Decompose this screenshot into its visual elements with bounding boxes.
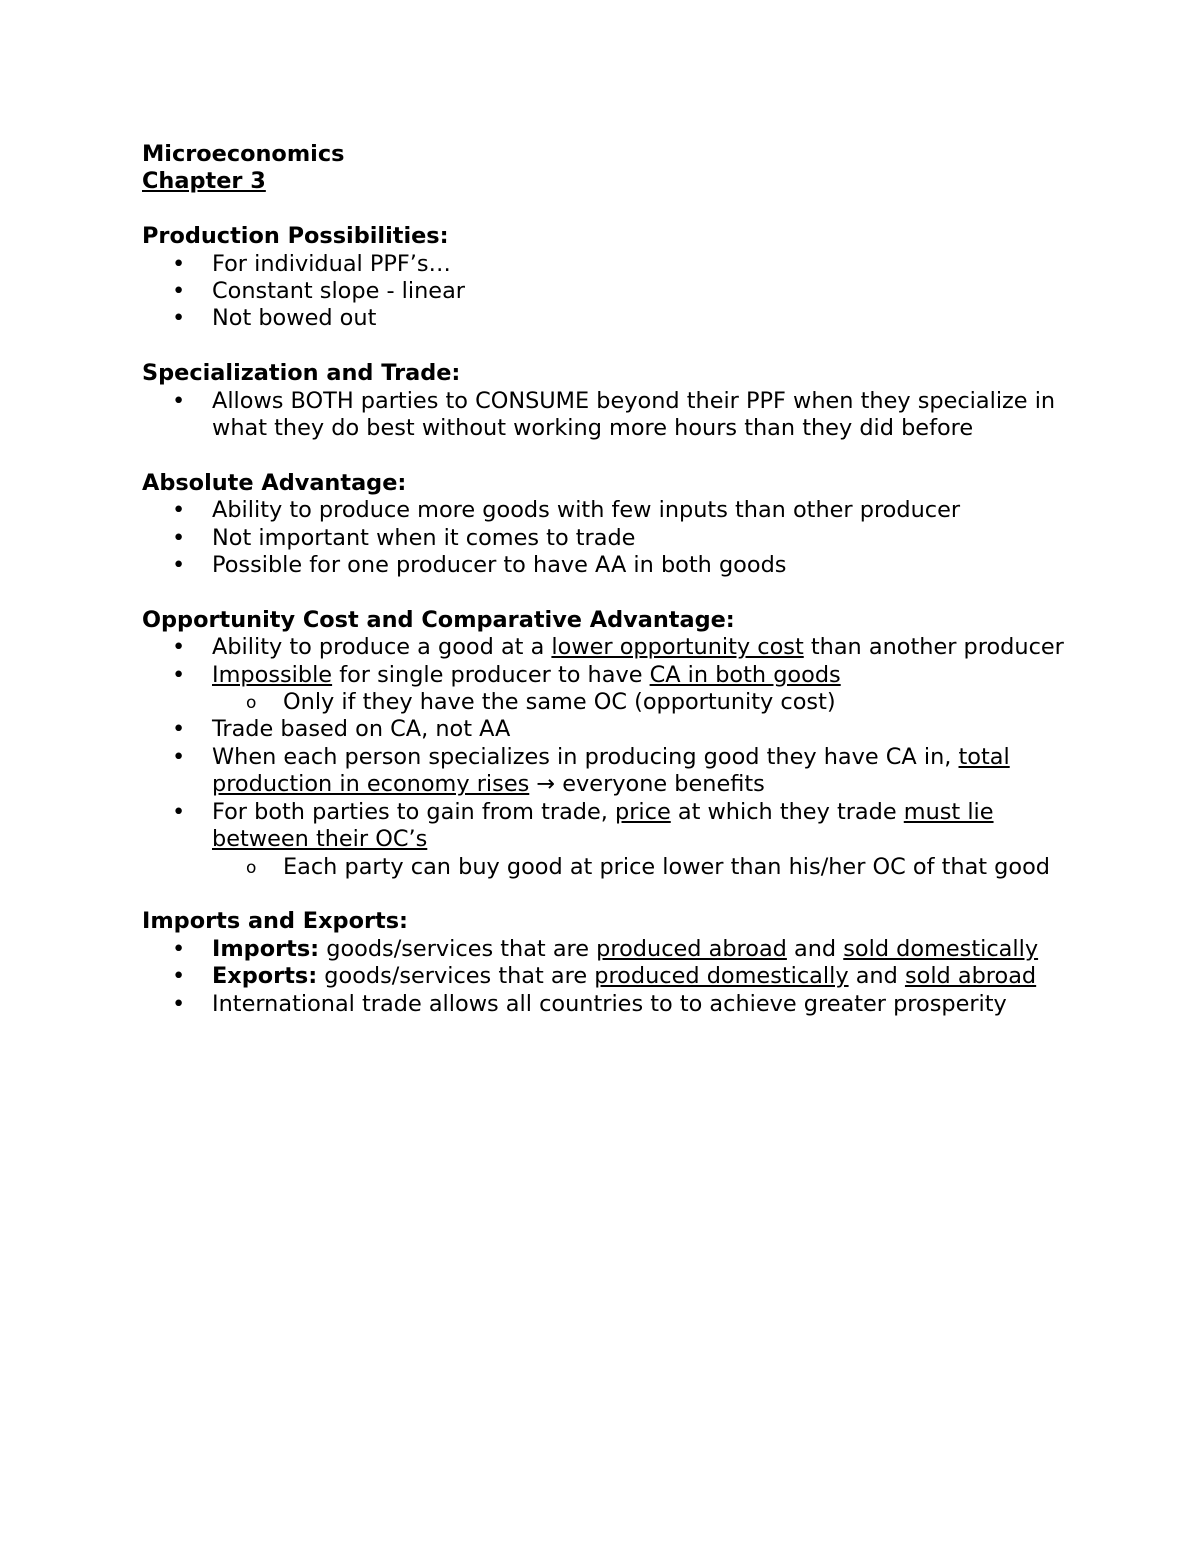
list-item: • Exports: goods/services that are produced domestically and sold abroad — [142, 963, 1072, 990]
list-item: • Not important when it comes to trade — [142, 525, 1072, 552]
section-heading-production-possibilities: Production Possibilities: — [142, 223, 449, 250]
section-heading-absolute-advantage: Absolute Advantage: — [142, 469, 407, 496]
list-item: • Possible for one producer to have AA in both goods — [142, 552, 1072, 579]
bullet-list — [142, 634, 1072, 881]
section-heading-imports-exports: Imports and Exports: — [142, 908, 408, 935]
list-item: • For individual PPF’s… — [142, 251, 1072, 278]
list-item: • Not bowed out — [142, 305, 1072, 332]
list-item: • Impossible for single producer to have CA in both goods — [142, 662, 1072, 689]
list-item: • Ability to produce more goods with few inputs than other producer — [142, 497, 1072, 524]
list-item: • Constant slope - linear — [142, 278, 1072, 305]
list-item: • When each person specializes in producing good they have CA in, total production in economy rises → everyone benefits — [142, 744, 1072, 799]
list-item: • Allows BOTH parties to CONSUME beyond their PPF when they specialize in what they do best without working more hours than they did before — [142, 388, 1072, 443]
chapter-heading: Chapter 3 — [142, 168, 266, 195]
bullet-list — [142, 497, 1072, 579]
document-body — [142, 141, 1072, 1018]
list-item: • International trade allows all countries to to achieve greater prosperity — [142, 991, 1072, 1018]
section-heading-specialization: Specialization and Trade: — [142, 360, 461, 387]
bullet-list — [142, 251, 1072, 333]
bullet-list — [142, 936, 1072, 1018]
bullet-list — [142, 388, 1072, 443]
list-item: • Imports: goods/services that are produced abroad and sold domestically — [142, 936, 1072, 963]
section-heading-opportunity-cost: Opportunity Cost and Comparative Advantage: — [142, 606, 735, 633]
list-item: • Ability to produce a good at a lower opportunity cost than another producer — [142, 634, 1072, 661]
list-item: • For both parties to gain from trade, price at which they trade must lie between their OC’s — [142, 799, 1072, 854]
sub-list-item: o Each party can buy good at price lower than his/her OC of that good — [142, 854, 1072, 881]
list-item: • Trade based on CA, not AA — [142, 716, 1072, 743]
sub-list-item: o Only if they have the same OC (opportunity cost) — [142, 689, 1072, 716]
doc-title: Microeconomics — [142, 141, 345, 167]
